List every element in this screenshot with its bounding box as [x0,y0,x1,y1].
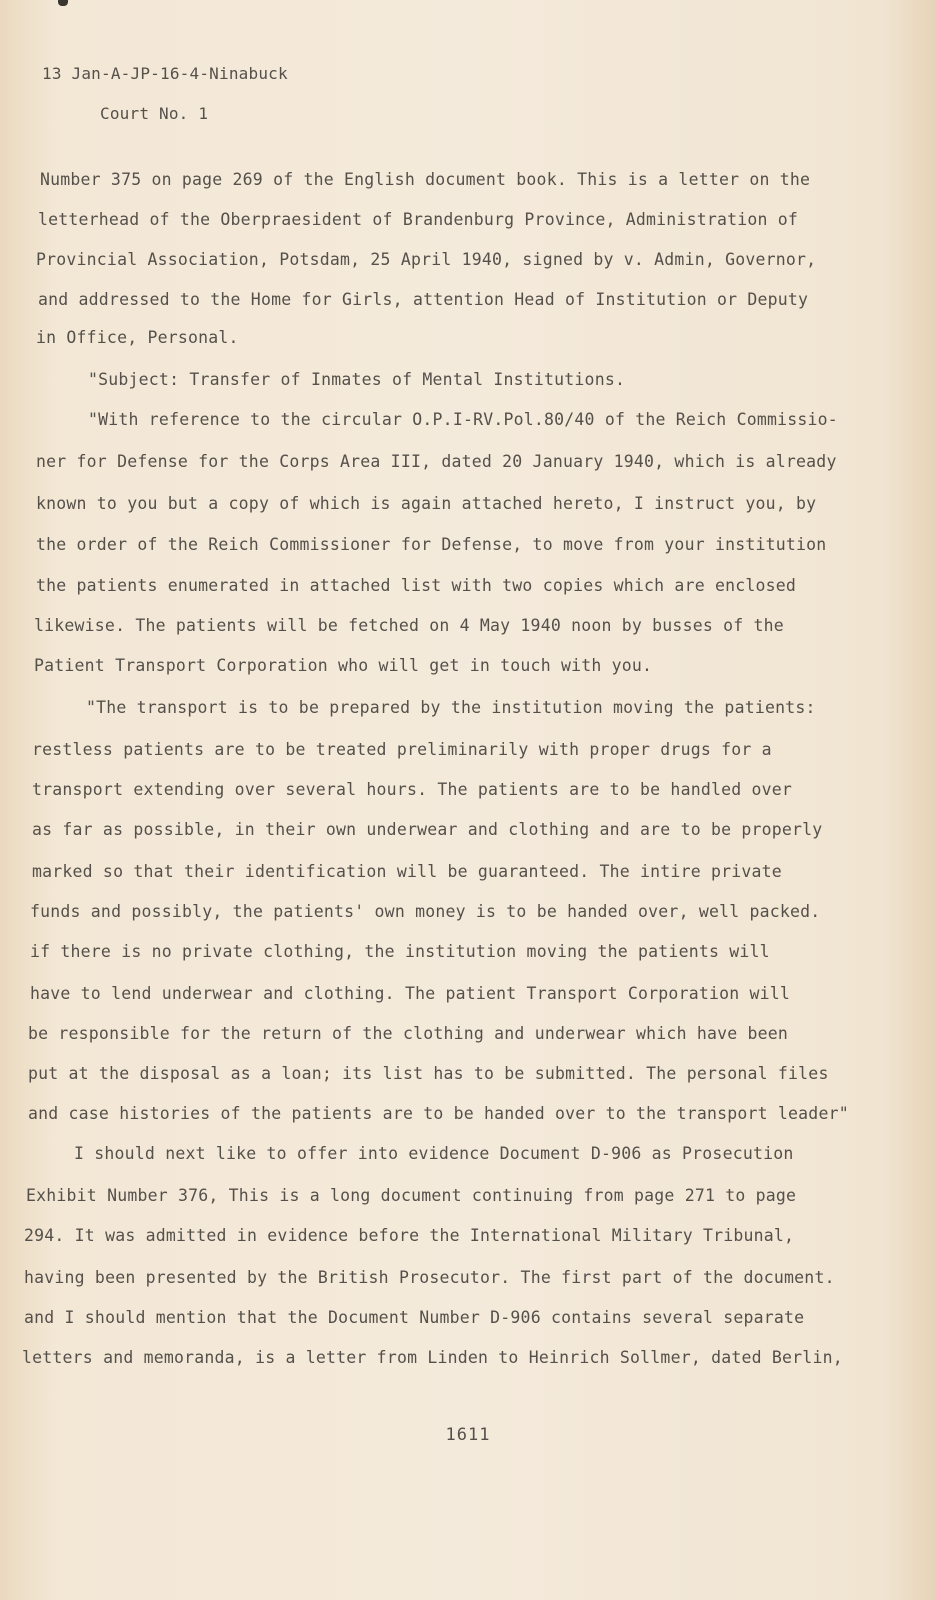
text-line: put at the disposal as a loan; its list has to be submitted. The personal files [28,1064,829,1083]
text-line: I should next like to offer into evidence Document D-906 as Prosecution [74,1144,794,1163]
text-line: Exhibit Number 376, This is a long document continuing from page 271 to page [26,1186,797,1205]
text-line: restless patients are to be treated preliminarily with proper drugs for a [32,740,772,759]
court-header: Court No. 1 [100,104,209,123]
text-line: and case histories of the patients are to be handed over to the transport leader" [28,1104,849,1123]
text-line: be responsible for the return of the clothing and underwear which have been [28,1024,789,1043]
text-line: in Office, Personal. [36,328,239,347]
text-line: have to lend underwear and clothing. The patient Transport Corporation will [30,984,791,1003]
text-line: transport extending over several hours. The patients are to be handled over [32,780,793,799]
text-line: funds and possibly, the patients' own money is to be handed over, well packed. [30,902,821,921]
reference-header: 13 Jan-A-JP-16-4-Ninabuck [42,64,288,83]
text-line: "With reference to the circular O.P.I-RV.Pol.80/40 of the Reich Commissio- [88,410,838,429]
text-line: and I should mention that the Document Number D-906 contains several separate [24,1308,805,1327]
text-line: "Subject: Transfer of Inmates of Mental Institutions. [88,370,626,389]
binder-tab [58,0,68,6]
text-line: having been presented by the British Prosecutor. The first part of the document. [24,1268,835,1287]
text-line: 294. It was admitted in evidence before the International Military Tribunal, [24,1226,795,1245]
page-number: 1611 [445,1425,491,1445]
text-line: if there is no private clothing, the institution moving the patients will [30,942,770,961]
text-line: known to you but a copy of which is again attached hereto, I instruct you, by [36,494,817,513]
text-line: marked so that their identification will be guaranteed. The intire private [32,862,782,881]
text-line: ner for Defense for the Corps Area III, dated 20 January 1940, which is already [36,452,837,471]
text-line: letters and memoranda, is a letter from Linden to Heinrich Sollmer, dated Berlin, [22,1348,843,1367]
text-line: likewise. The patients will be fetched on 4 May 1940 noon by busses of the [34,616,784,635]
text-line: the patients enumerated in attached list with two copies which are enclosed [36,576,797,595]
text-line: as far as possible, in their own underwear and clothing and are to be properly [32,820,823,839]
text-line: "The transport is to be prepared by the institution moving the patients: [86,698,816,717]
text-line: Patient Transport Corporation who will get in touch with you. [34,656,653,675]
text-line: and addressed to the Home for Girls, attention Head of Institution or Deputy [38,290,809,309]
text-line: Provincial Association, Potsdam, 25 April 1940, signed by v. Admin, Governor, [36,250,817,269]
text-line: the order of the Reich Commissioner for Defense, to move from your institution [36,535,827,554]
text-line: Number 375 on page 269 of the English document book. This is a letter on the [40,170,811,189]
text-line: letterhead of the Oberpraesident of Brandenburg Province, Administration of [38,210,799,229]
